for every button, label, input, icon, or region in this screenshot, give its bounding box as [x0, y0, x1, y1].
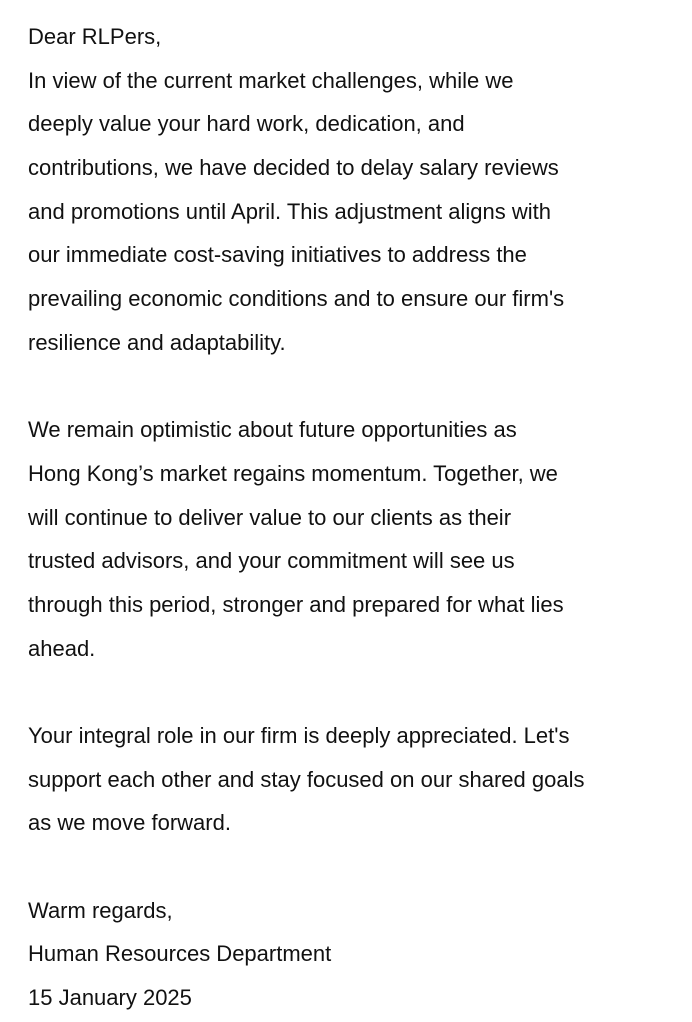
paragraph-1	[28, 59, 678, 365]
letter-body	[28, 15, 678, 1020]
closing: Warm regards,	[28, 897, 173, 923]
letter-date: 15 January 2025	[28, 985, 192, 1011]
paragraph-line: trusted advisors, and your commitment will see us	[28, 548, 515, 574]
paragraph-3	[28, 714, 678, 845]
paragraph-spacer	[28, 670, 678, 714]
paragraph-line: will continue to deliver value to our clients as their	[28, 504, 512, 530]
paragraph-2	[28, 408, 678, 670]
paragraph-line: as we move forward.	[28, 810, 231, 836]
paragraph-line: We remain optimistic about future opportunities as	[28, 417, 517, 443]
paragraph-line: ahead.	[28, 635, 96, 661]
paragraph-line: our immediate cost-saving initiatives to address the	[28, 242, 527, 268]
paragraph-line: prevailing economic conditions and to ensure our firm's	[28, 286, 565, 312]
paragraph-spacer	[28, 365, 678, 409]
paragraph-line: Your integral role in our firm is deeply appreciated. Let's	[28, 723, 570, 748]
paragraph-line: and promotions until April. This adjustment aligns with	[28, 198, 551, 224]
paragraph-line: contributions, we have decided to delay salary reviews	[28, 155, 559, 181]
paragraph-spacer	[28, 845, 678, 889]
paragraph-line: support each other and stay focused on our shared goals	[28, 766, 585, 792]
signature: Human Resources Department	[28, 941, 332, 967]
paragraph-line: Hong Kong’s market regains momentum. Together, we	[28, 460, 558, 486]
paragraph-line: In view of the current market challenges, while we	[28, 67, 514, 93]
paragraph-line: deeply value your hard work, dedication, and	[28, 111, 465, 137]
salutation: Dear RLPers,	[28, 24, 162, 49]
paragraph-line: through this period, stronger and prepared for what lies	[28, 591, 564, 617]
paragraph-line: resilience and adaptability.	[28, 329, 286, 355]
